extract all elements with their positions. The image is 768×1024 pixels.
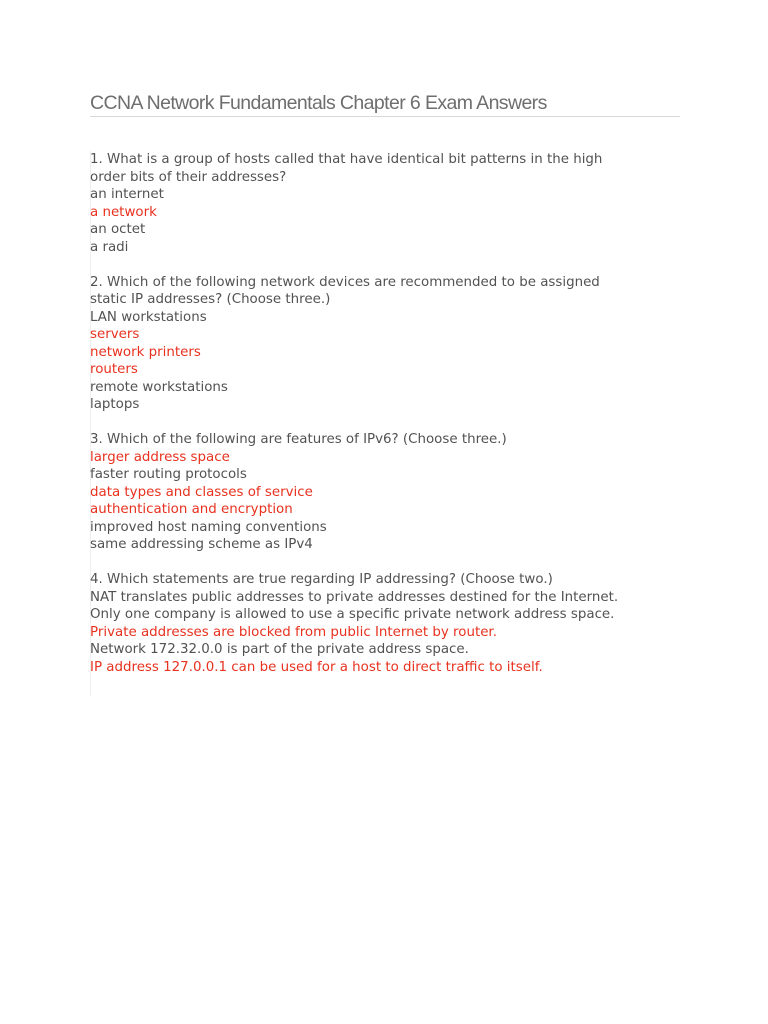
- question-list: [90, 151, 690, 676]
- question-text: order bits of their addresses?: [90, 169, 287, 185]
- correct-answer-option: Private addresses are blocked from public Internet by router.: [90, 624, 497, 640]
- answer-option: Network 172.32.0.0 is part of the private address space.: [90, 642, 469, 657]
- question-block: [90, 431, 690, 554]
- question-block: [90, 274, 690, 414]
- question-text: 4. Which statements are true regarding IP addressing? (Choose two.): [90, 572, 553, 587]
- answer-option: NAT translates public addresses to private addresses destined for the Internet.: [90, 589, 619, 605]
- correct-answer-option: IP address 127.0.0.1 can be used for a host to direct traffic to itself.: [90, 659, 543, 675]
- question-text: 3. Which of the following are features of IPv6? (Choose three.): [90, 432, 507, 447]
- answer-option: improved host naming conventions: [90, 519, 327, 535]
- question-spacer: [90, 554, 690, 572]
- correct-answer-option: authentication and encryption: [90, 502, 293, 517]
- answer-option: laptops: [90, 397, 140, 412]
- correct-answer-option: routers: [90, 362, 138, 377]
- answer-option: same addressing scheme as IPv4: [90, 537, 313, 552]
- question-block: [90, 571, 690, 676]
- question-text: static IP addresses? (Choose three.): [90, 292, 331, 307]
- correct-answer-option: servers: [90, 327, 140, 342]
- title-divider: [90, 116, 680, 117]
- question-spacer: [90, 414, 690, 432]
- answer-option: remote workstations: [90, 379, 228, 395]
- correct-answer-option: data types and classes of service: [90, 484, 313, 500]
- page-title: CCNA Network Fundamentals Chapter 6 Exam Answers: [90, 92, 547, 114]
- question-spacer: [90, 256, 690, 274]
- answer-option: an internet: [90, 187, 164, 202]
- question-text: 2. Which of the following network devices are recommended to be assigned: [90, 274, 600, 290]
- question-text: 1. What is a group of hosts called that have identical bit patterns in the high: [90, 152, 603, 167]
- correct-answer-option: a network: [90, 204, 157, 220]
- answer-option: Only one company is allowed to use a specific private network address space.: [90, 607, 615, 622]
- answer-option: LAN workstations: [90, 309, 207, 325]
- question-block: [90, 151, 690, 256]
- answer-option: an octet: [90, 222, 146, 237]
- correct-answer-option: larger address space: [90, 449, 230, 465]
- correct-answer-option: network printers: [90, 344, 201, 360]
- answer-option: faster routing protocols: [90, 467, 247, 482]
- answer-option: a radi: [90, 239, 129, 255]
